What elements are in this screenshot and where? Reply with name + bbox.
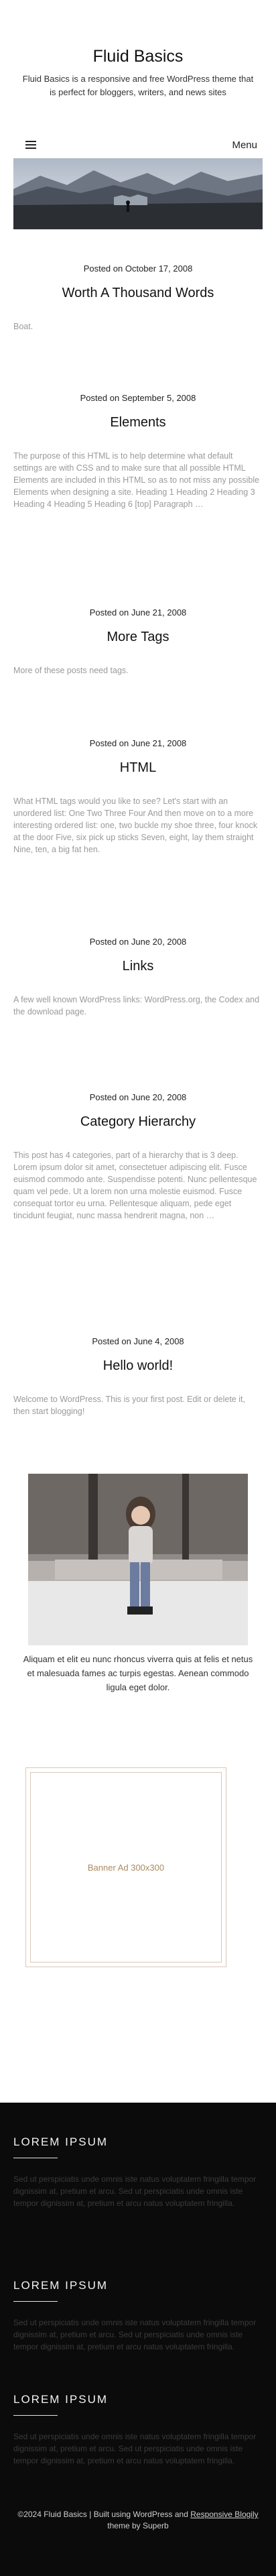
post-title[interactable]: Worth A Thousand Words	[62, 286, 214, 300]
footer-widget-divider	[13, 2301, 58, 2302]
post-item	[0, 738, 276, 856]
footer-widget-text: Sed ut perspiciatis unde omnis iste natus voluptatem fringilla tempor dignissim at, pretium et arcu. Sed ut perspiciatis unde omnis iste tempor dignissim at, pretium et arcu natus voluptatem fringilla.	[13, 2318, 257, 2351]
post-excerpt: Welcome to WordPress. This is your first post. Edit or delete it, then start blogging!	[13, 1395, 245, 1416]
sidebar-photo	[28, 1474, 248, 1645]
menu-toggle-label[interactable]: Menu	[232, 139, 257, 151]
site-header	[0, 0, 276, 99]
footer-widget	[13, 2392, 263, 2467]
post-date[interactable]: Posted on June 20, 2008	[89, 1092, 187, 1102]
footer-widget-title: LOREM IPSUM	[13, 2135, 109, 2148]
post-date[interactable]: Posted on June 20, 2008	[89, 937, 187, 947]
post-excerpt: What HTML tags would you like to see? Let's start with an unordered list: One Two Three Four And then move on to a more interesting ordered list: one, two buckle my shoe three, four knock at the door Five, six pick up sticks Seven, eight, lay them straight Nine, ten, a big fat hen.	[13, 797, 258, 854]
footer-widget-text: Sed ut perspiciatis unde omnis iste natus voluptatem fringilla tempor dignissim at, pretium et arcu. Sed ut perspiciatis unde omnis iste tempor dignissim at, pretium et arcu natus voluptatem fringilla.	[13, 2174, 257, 2208]
copyright-prefix: ©2024 Fluid Basics | Built using WordPress and	[17, 2510, 188, 2519]
footer-widget-text: Sed ut perspiciatis unde omnis iste natus voluptatem fringilla tempor dignissim at, pretium et arcu. Sed ut perspiciatis unde omnis iste tempor dignissim at, pretium et arcu natus voluptatem fringilla.	[13, 2432, 257, 2465]
photo-caption: Aliquam et elit eu nunc rhoncus viverra quis at felis et netus et malesuada fames ac turpis egestas. Aenean commodo ligula eget dolor.	[23, 1654, 253, 1692]
post-title[interactable]: Links	[122, 959, 154, 974]
header-banner-image	[13, 158, 263, 229]
site-title[interactable]: Fluid Basics	[92, 47, 184, 66]
post-date[interactable]: Posted on September 5, 2008	[80, 393, 196, 403]
copyright-text	[13, 2509, 263, 2532]
site-tagline: Fluid Basics is a responsive and free WordPress theme that is perfect for bloggers, writers, and news sites	[22, 74, 254, 97]
post-title[interactable]: Elements	[110, 415, 166, 430]
post-excerpt: Boat.	[13, 322, 33, 331]
post-item	[0, 1092, 276, 1222]
post-item	[0, 607, 276, 677]
post-date[interactable]: Posted on June 21, 2008	[89, 607, 187, 618]
post-excerpt: This post has 4 categories, part of a hierarchy that is 3 deep. Lorem ipsum dolor sit amet, consectetuer adipiscing elit. Fusce euismod commodo ante. Suspendisse potenti. Nunc pellentesque quam vel pede. Ut a lorem non urna molestie euismod. Fusce consequat tortor eu urna. Pellentesque aliquam, pede eget tincidunt feugiat, nunc massa hendrerit magna, non …	[13, 1151, 257, 1220]
post-title[interactable]: Hello world!	[102, 1358, 174, 1373]
post-item	[0, 392, 276, 510]
post-item	[0, 263, 276, 333]
post-date[interactable]: Posted on June 21, 2008	[89, 738, 187, 748]
copyright-suffix: theme by Superb	[107, 2521, 169, 2530]
footer-widget	[13, 2278, 263, 2353]
mountain-landscape-image	[13, 158, 263, 229]
footer-widget-title: LOREM IPSUM	[13, 2393, 109, 2406]
winter-portrait-image	[28, 1474, 248, 1645]
post-date[interactable]: Posted on June 4, 2008	[92, 1336, 184, 1346]
post-title[interactable]: Category Hierarchy	[80, 1114, 196, 1129]
post-title[interactable]: HTML	[119, 760, 157, 775]
nav-bar	[0, 131, 276, 158]
hamburger-icon[interactable]	[25, 141, 36, 149]
theme-link[interactable]: Responsive Blogily	[190, 2510, 259, 2519]
post-excerpt: The purpose of this HTML is to help determine what default settings are with CSS and to make sure that all possible HTML Elements are included in this HTML so as to not miss any possible Elements when designing a site. Heading 1 Heading 2 Heading 3 Heading 4 Heading 5 Heading 6 [top] Paragraph …	[13, 451, 260, 509]
post-excerpt: A few well known WordPress links: WordPress.org, the Codex and the download page.	[13, 995, 260, 1016]
post-title[interactable]: More Tags	[107, 630, 169, 644]
post-date[interactable]: Posted on October 17, 2008	[83, 264, 193, 274]
footer-widget-divider	[13, 2415, 58, 2416]
banner-ad[interactable]	[25, 1767, 226, 1967]
post-item	[0, 936, 276, 1018]
post-item	[0, 1336, 276, 1417]
post-excerpt: More of these posts need tags.	[13, 666, 129, 675]
footer-widget-title: LOREM IPSUM	[13, 2279, 109, 2292]
banner-ad-label: Banner Ad 300x300	[30, 1772, 222, 1963]
footer-widget	[13, 2135, 263, 2209]
